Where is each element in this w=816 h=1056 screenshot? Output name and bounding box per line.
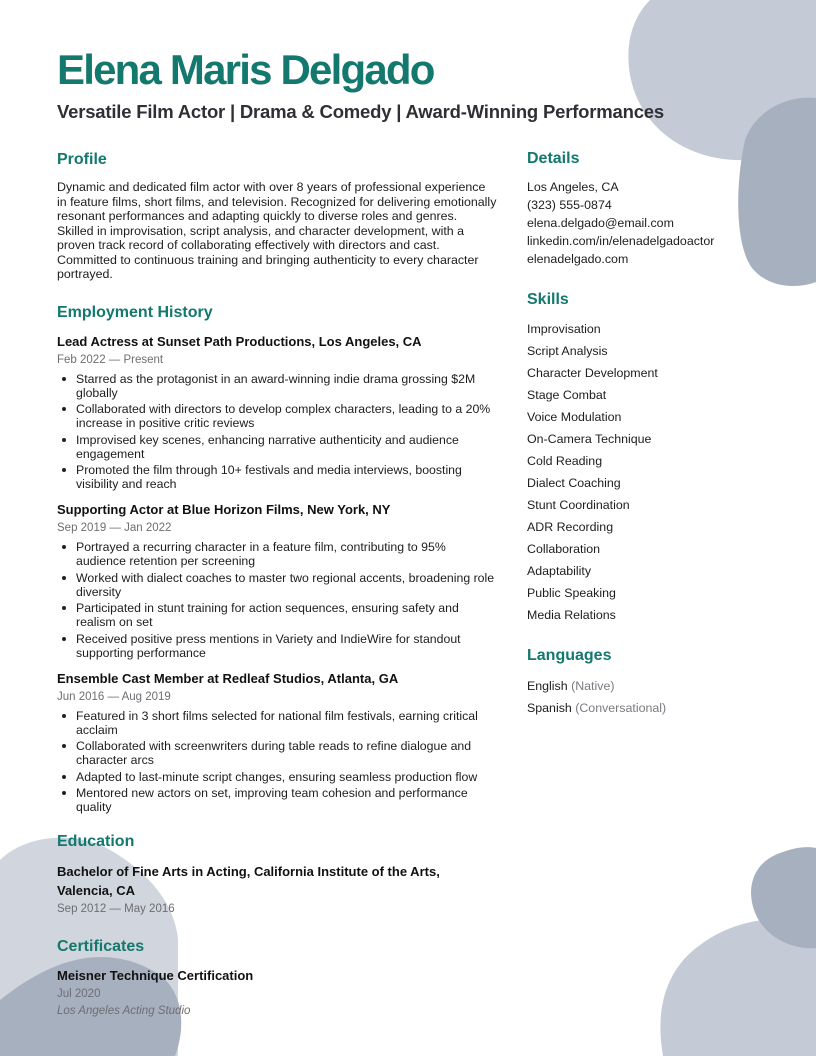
language-name: English [527,679,568,693]
skill-item: Improvisation [527,322,601,336]
languages-section [527,646,767,719]
certificates-section [57,937,497,1019]
job-title: Supporting Actor at Blue Horizon Films, New York, NY [57,502,391,517]
skill-item: Collaboration [527,542,601,556]
skill-item: ADR Recording [527,520,614,534]
job-bullet: Featured in 3 short films selected for national film festivals, earning critical acclaim [57,709,497,737]
job-bullet: Portrayed a recurring character in a feature film, contributing to 95% audience retention per screening [57,540,497,568]
job-title: Lead Actress at Sunset Path Productions, Los Angeles, CA [57,333,422,349]
skill-item: Stunt Coordination [527,498,630,512]
job-entry [57,333,497,492]
job-bullet: Improvised key scenes, enhancing narrative authenticity and audience engagement [57,433,497,461]
details-heading: Details [527,150,580,167]
employment-section [57,303,497,815]
skill-item: Public Speaking [527,586,616,600]
certificate-name: Meisner Technique Certification [57,968,254,983]
job-dates: Feb 2022 — Present [57,353,164,366]
profile-section [57,150,497,282]
education-degree: Bachelor of Fine Arts in Acting, California Institute of the Arts, Valencia, CA [57,864,440,898]
job-dates: Sep 2019 — Jan 2022 [57,522,172,534]
candidate-headline: Versatile Film Actor | Drama & Comedy | Award-Winning Performances [57,101,664,122]
language-item [527,697,767,719]
job-entry [57,670,497,815]
side-column [527,149,767,719]
details-phone: (323) 555-0874 [527,198,612,212]
job-bullet: Collaborated with directors to develop complex characters, leading to a 20% increase in positive critic reviews [57,402,497,430]
main-column [57,150,497,1019]
language-level: (Conversational) [575,701,667,715]
job-bullet: Received positive press mentions in Variety and IndieWire for standout supporting performance [57,632,497,660]
skill-item: On-Camera Technique [527,432,652,446]
skill-item: Cold Reading [527,454,603,468]
skill-item: Media Relations [527,608,616,622]
job-entry [57,501,497,660]
job-bullet: Worked with dialect coaches to master two regional accents, broadening role diversity [57,571,497,599]
job-bullet: Starred as the protagonist in an award-winning indie drama grossing $2M globally [57,372,497,400]
job-bullet: Adapted to last-minute script changes, ensuring seamless production flow [57,770,497,784]
skill-item: Script Analysis [527,344,608,358]
details-linkedin[interactable]: linkedin.com/in/elenadelgadoactor [527,234,715,248]
certificate-issuer: Los Angeles Acting Studio [57,1005,191,1017]
languages-heading: Languages [527,647,612,664]
profile-heading: Profile [57,151,107,168]
job-bullet: Promoted the film through 10+ festivals and media interviews, boosting visibility and reach [57,463,497,491]
job-title: Ensemble Cast Member at Redleaf Studios, Atlanta, GA [57,670,399,686]
language-level: (Native) [571,679,615,693]
job-bullets [57,540,497,660]
certificate-date: Jul 2020 [57,988,101,1000]
job-bullet: Participated in stunt training for action sequences, ensuring safety and realism on set [57,601,497,629]
certificates-heading: Certificates [57,938,145,955]
details-list [527,178,767,268]
skill-item: Character Development [527,366,658,380]
education-heading: Education [57,833,135,850]
employment-heading: Employment History [57,303,213,321]
education-section [57,832,497,917]
details-website[interactable]: elenadelgado.com [527,252,629,266]
skills-section [527,290,767,626]
job-bullets [57,709,497,815]
language-name: Spanish [527,701,572,715]
details-email[interactable]: elena.delgado@email.com [527,216,674,230]
skills-list [527,318,767,626]
job-bullets [57,372,497,492]
education-dates: Sep 2012 — May 2016 [57,903,175,915]
job-bullet: Collaborated with screenwriters during table reads to refine dialogue and character arcs [57,739,497,767]
skill-item: Dialect Coaching [527,476,621,490]
job-bullet: Mentored new actors on set, improving team cohesion and performance quality [57,786,497,814]
candidate-name: Elena Maris Delgado [57,46,434,93]
languages-list [527,675,767,719]
skill-item: Adaptability [527,564,592,578]
skills-heading: Skills [527,291,569,308]
details-section [527,149,767,268]
skill-item: Voice Modulation [527,410,622,424]
profile-text: Dynamic and dedicated film actor with over 8 years of professional experience in feature films, short films, and television. Recognized for delivering emotionally resonant performances and adapting quickly to diverse roles and genres. Skilled in improvisation, script analysis, and character development, with a proven track record of collaborating effectively with directors and cast. Committed to continuous training and bringing authenticity to every character portrayed. [57,180,497,281]
skill-item: Stage Combat [527,388,607,402]
language-item [527,675,767,697]
job-dates: Jun 2016 — Aug 2019 [57,690,171,703]
details-location: Los Angeles, CA [527,180,619,194]
